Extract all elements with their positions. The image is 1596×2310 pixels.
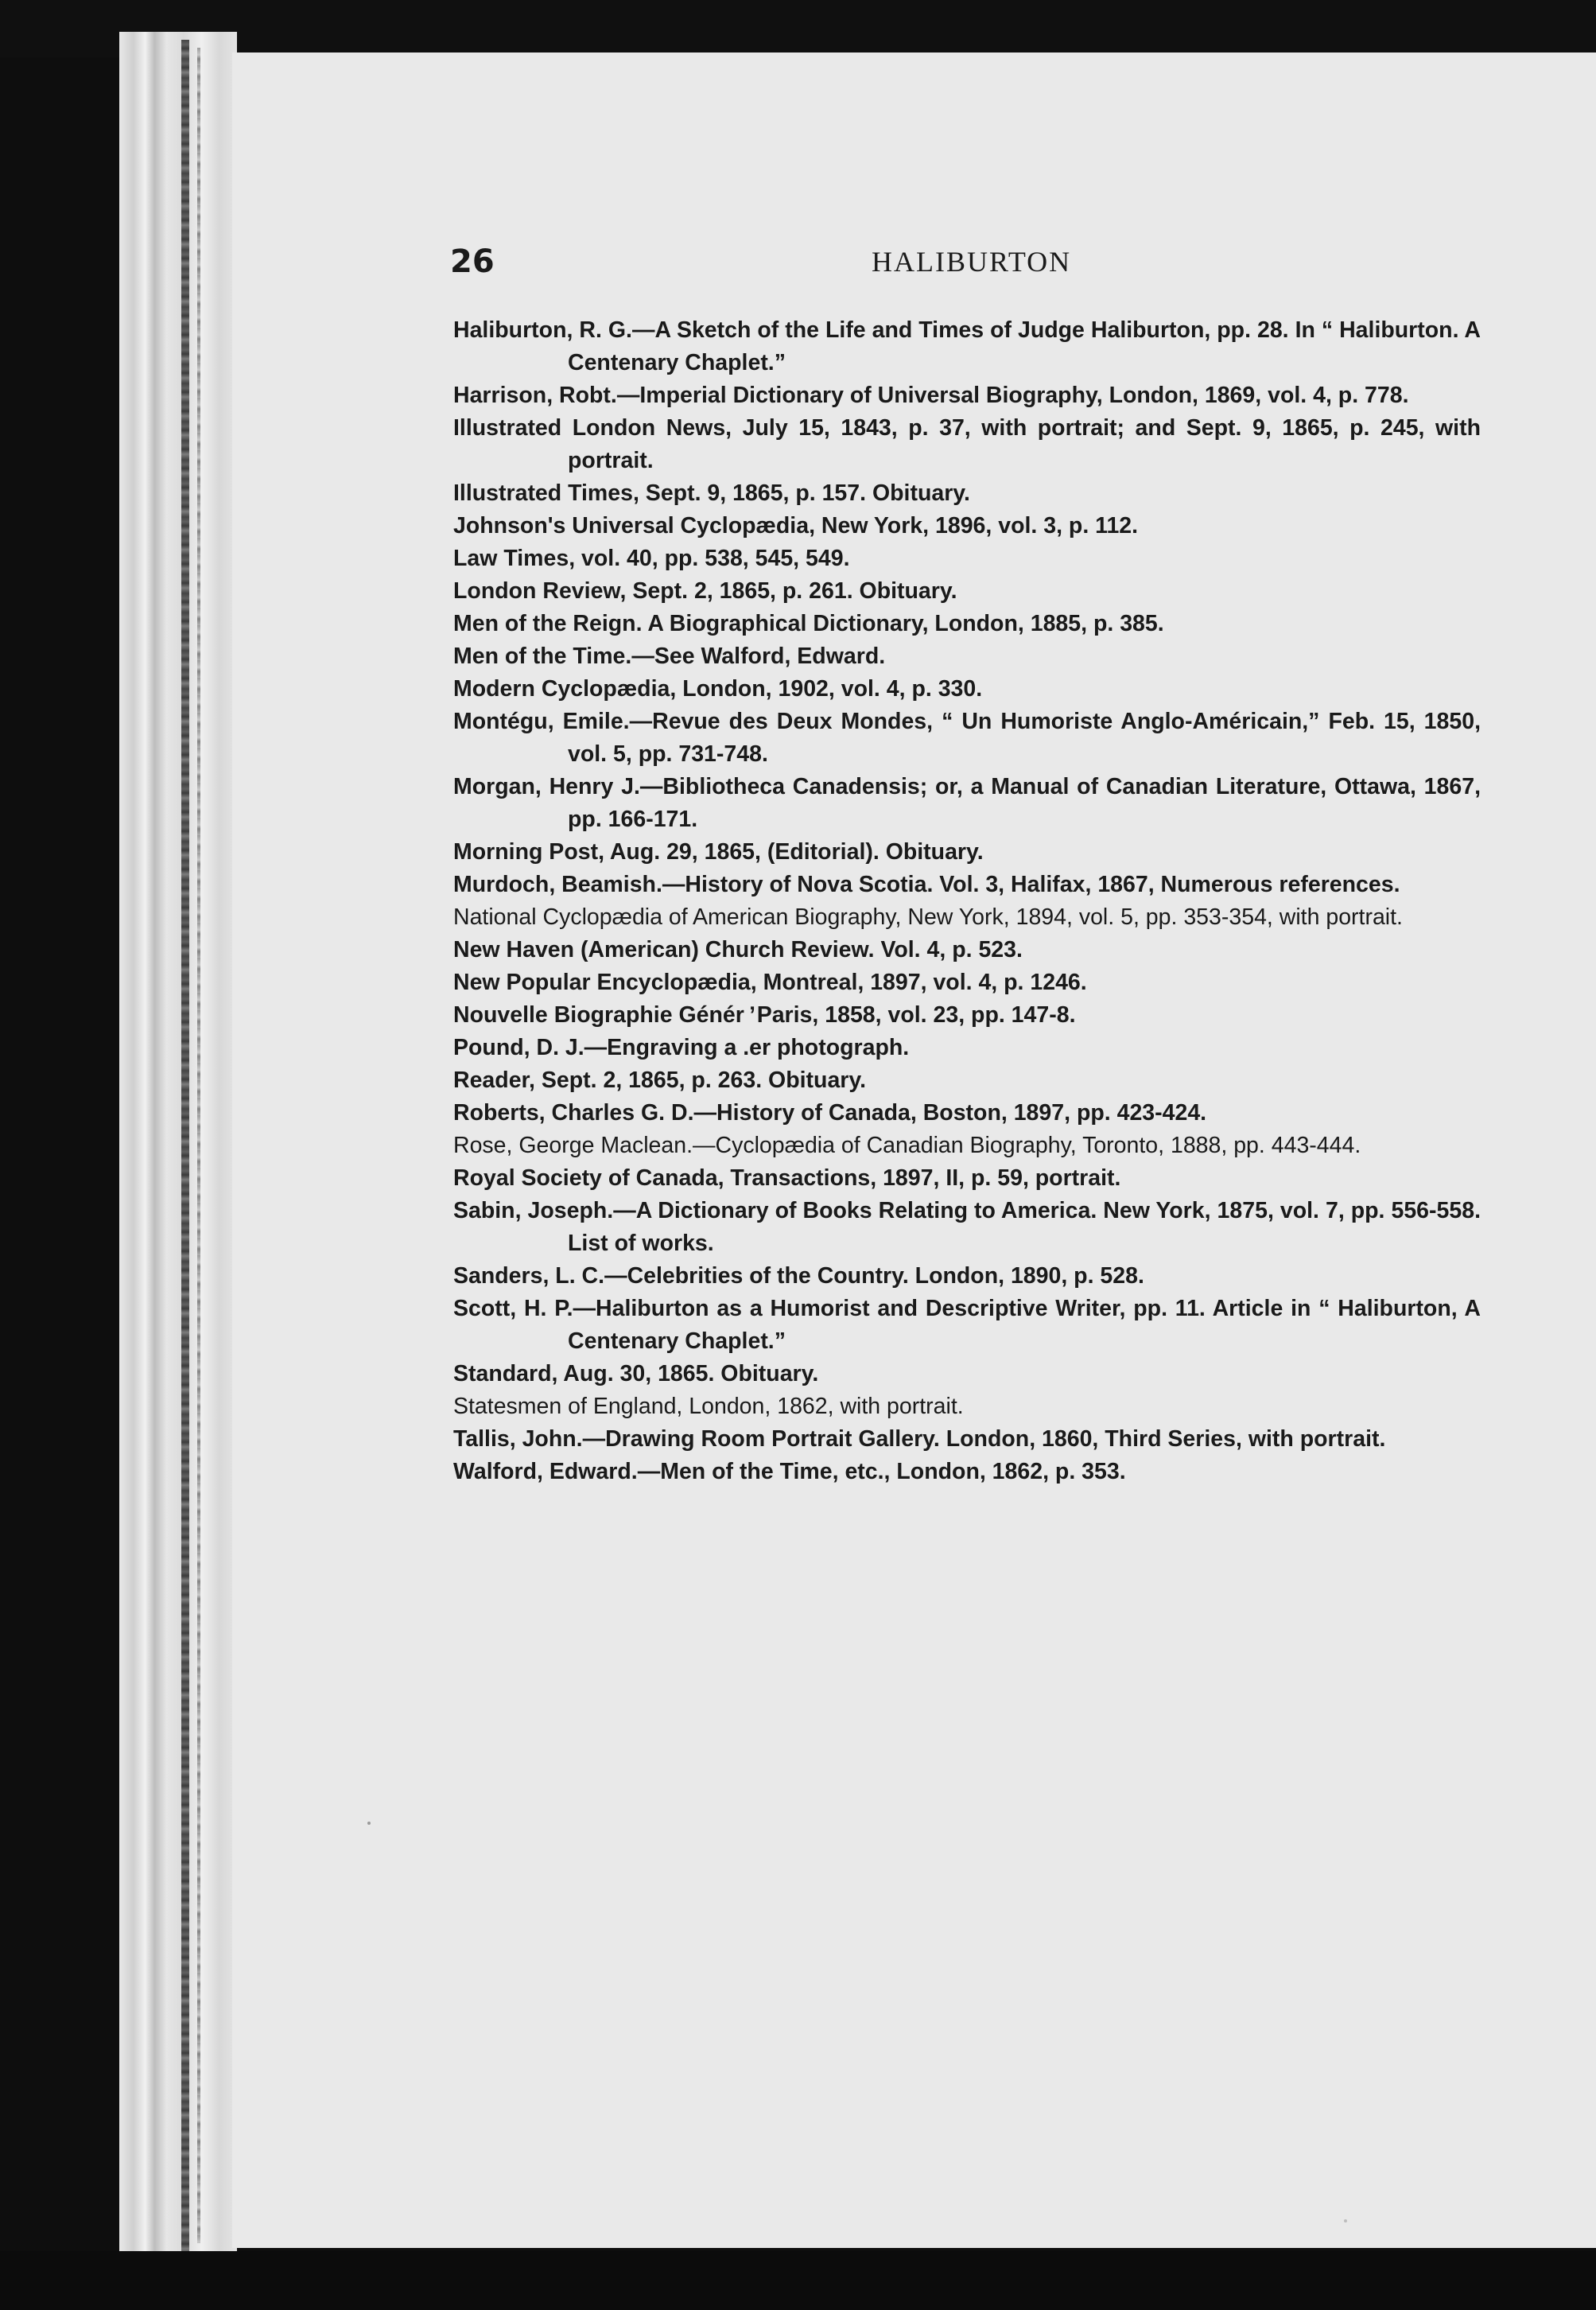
bibliography-entry — [453, 869, 1481, 901]
entry-author: Reader, — [453, 1068, 535, 1093]
entry-author: Illustrated Times, — [453, 480, 639, 506]
entry-author: Walford, Edward. — [453, 1459, 638, 1484]
entry-text: vol. 40, pp. 538, 545, 549. — [575, 546, 850, 571]
entry-author: Tallis, John. — [453, 1426, 583, 1452]
entry-author: Montégu, Emile. — [453, 709, 630, 734]
entry-text: —Engraving a .er photograph. — [584, 1035, 910, 1060]
entry-author: Harrison, Robt. — [453, 383, 617, 408]
entry-text: New York, 1894, vol. 5, pp. 353-354, with portrait. — [901, 904, 1403, 930]
entry-text: —Bibliotheca Canadensis; or, a Manual of Canadian Literature, Ottawa, 1867, pp. 166-171. — [568, 774, 1481, 832]
entry-text: Montreal, 1897, vol. 4, p. 1246. — [756, 970, 1087, 995]
bibliography-entry — [453, 1260, 1481, 1293]
bibliography-entry — [453, 640, 1481, 673]
entry-text: London, 1862, with portrait. — [682, 1394, 964, 1419]
entry-text: Aug. 29, 1865, (Editorial). Obituary. — [604, 839, 984, 865]
bibliography-entry — [453, 1456, 1481, 1488]
entry-text: Aug. 30, 1865. Obituary. — [557, 1361, 819, 1386]
bibliography-entry — [453, 1097, 1481, 1130]
entry-author: Sanders, L. C. — [453, 1263, 605, 1289]
entry-author: Pound, D. J. — [453, 1035, 584, 1060]
entry-text: Sept. 2, 1865, p. 261. Obituary. — [626, 578, 957, 604]
binding-shadow — [181, 40, 189, 2251]
scan-top-border — [0, 0, 1596, 57]
entry-author: Men of the Reign. — [453, 611, 643, 636]
entry-author: Scott, H. P. — [453, 1296, 573, 1321]
bibliography-entry — [453, 1195, 1481, 1260]
entry-author: Royal Society of Canada, — [453, 1165, 724, 1191]
bibliography-entry — [453, 477, 1481, 510]
entry-author: Sabin, Joseph. — [453, 1198, 614, 1223]
entry-text: —A Dictionary of Books Relating to America. New York, 1875, vol. 7, pp. 556-558. List of works. — [568, 1198, 1481, 1256]
entry-text: Vol. 4, p. 523. — [874, 937, 1023, 962]
bibliography-entry — [453, 412, 1481, 477]
running-head: HALIBURTON — [872, 246, 1072, 278]
entry-text: —Celebrities of the Country. London, 1890, p. 528. — [604, 1263, 1144, 1289]
entry-author: New Popular Encyclopædia, — [453, 970, 757, 995]
entry-text: London, 1902, vol. 4, p. 330. — [676, 676, 983, 702]
bibliography-entry — [453, 608, 1481, 640]
bibliography-entry — [453, 314, 1481, 379]
entry-author: Law Times, — [453, 546, 576, 571]
entry-text: A Biographical Dictionary, London, 1885, p. 385. — [642, 611, 1164, 636]
bibliography-entry — [453, 1390, 1481, 1423]
page-header — [450, 243, 1484, 283]
scan-speck — [367, 1822, 371, 1825]
entry-text: —History of Nova Scotia. Vol. 3, Halifax, 1867, Numerous references. — [662, 872, 1400, 897]
bibliography-entry — [453, 934, 1481, 966]
entry-text: —Drawing Room Portrait Gallery. London, 1860, Third Series, with portrait. — [582, 1426, 1386, 1452]
scan-bottom-border — [0, 2251, 1596, 2310]
entry-text: —A Sketch of the Life and Times of Judge Haliburton, pp. 28. In “ Haliburton. A Centenary Chaplet.” — [568, 317, 1481, 375]
bibliography-entry — [453, 1423, 1481, 1456]
bibliography-entry — [453, 901, 1481, 934]
entry-text: —History of Canada, Boston, 1897, pp. 423-424. — [693, 1100, 1207, 1126]
entry-text: —See Walford, Edward. — [631, 644, 886, 669]
bibliography-entry — [453, 673, 1481, 706]
entry-author: Haliburton, R. G. — [453, 317, 632, 343]
bibliography-entry — [453, 1130, 1481, 1162]
bibliography-entry — [453, 1358, 1481, 1390]
entry-text: —Men of the Time, etc., London, 1862, p. 353. — [637, 1459, 1126, 1484]
entry-author: Morgan, Henry J. — [453, 774, 640, 799]
entry-text: Paris, 1858, vol. 23, pp. 147-8. — [756, 1002, 1076, 1028]
entry-author: Roberts, Charles G. D. — [453, 1100, 694, 1126]
bibliography-entry — [453, 771, 1481, 836]
entry-author: Illustrated London News, — [453, 415, 732, 441]
bibliography-entry — [453, 706, 1481, 771]
entry-author: Nouvelle Biographie Génér ̕ — [453, 1002, 757, 1028]
entry-text: New York, 1896, vol. 3, p. 112. — [814, 513, 1139, 539]
entry-text: Transactions, 1897, II, p. 59, portrait. — [724, 1165, 1121, 1191]
scan-left-gutter — [119, 32, 237, 2251]
entry-text: —Cyclopædia of Canadian Biography, Toronto, 1888, pp. 443-444. — [693, 1133, 1361, 1158]
bibliography-entry — [453, 1162, 1481, 1195]
entry-text: Sept. 2, 1865, p. 263. Obituary. — [534, 1068, 867, 1093]
entry-author: Modern Cyclopædia, — [453, 676, 677, 702]
entry-author: Johnson's Universal Cyclopædia, — [453, 513, 815, 539]
entry-author: Rose, George Maclean. — [453, 1133, 693, 1158]
entry-author: London Review, — [453, 578, 627, 604]
scan-speck — [1344, 2219, 1347, 2222]
entry-text: Sept. 9, 1865, p. 157. Obituary. — [639, 480, 970, 506]
entry-author: Men of the Time. — [453, 644, 632, 669]
bibliography-list — [453, 314, 1481, 1488]
entry-author: Standard, — [453, 1361, 558, 1386]
binding-edge — [197, 48, 200, 2243]
entry-author: Morning Post, — [453, 839, 604, 865]
entry-author: New Haven (American) Church Review. — [453, 937, 875, 962]
bibliography-entry — [453, 575, 1481, 608]
bibliography-entry — [453, 542, 1481, 575]
entry-text: —Revue des Deux Mondes, “ Un Humoriste Anglo-Américain,” Feb. 15, 1850, vol. 5, pp. 731-748. — [568, 709, 1481, 767]
bibliography-entry — [453, 510, 1481, 542]
entry-author: Statesmen of England, — [453, 1394, 683, 1419]
entry-author: National Cyclopædia of American Biography, — [453, 904, 902, 930]
bibliography-entry — [453, 1293, 1481, 1358]
entry-text: —Imperial Dictionary of Universal Biography, London, 1869, vol. 4, p. 778. — [616, 383, 1409, 408]
bibliography-entry — [453, 1032, 1481, 1064]
page-number: 26 — [450, 243, 495, 280]
bibliography-entry — [453, 379, 1481, 412]
entry-text: —Haliburton as a Humorist and Descriptive Writer, pp. 11. Article in “ Haliburton, A Centenary Chaplet.” — [568, 1296, 1481, 1354]
bibliography-entry — [453, 966, 1481, 999]
bibliography-entry — [453, 836, 1481, 869]
bibliography-entry — [453, 999, 1481, 1032]
entry-text: July 15, 1843, p. 37, with portrait; and Sept. 9, 1865, p. 245, with portrait. — [568, 415, 1481, 473]
entry-author: Murdoch, Beamish. — [453, 872, 662, 897]
bibliography-entry — [453, 1064, 1481, 1097]
